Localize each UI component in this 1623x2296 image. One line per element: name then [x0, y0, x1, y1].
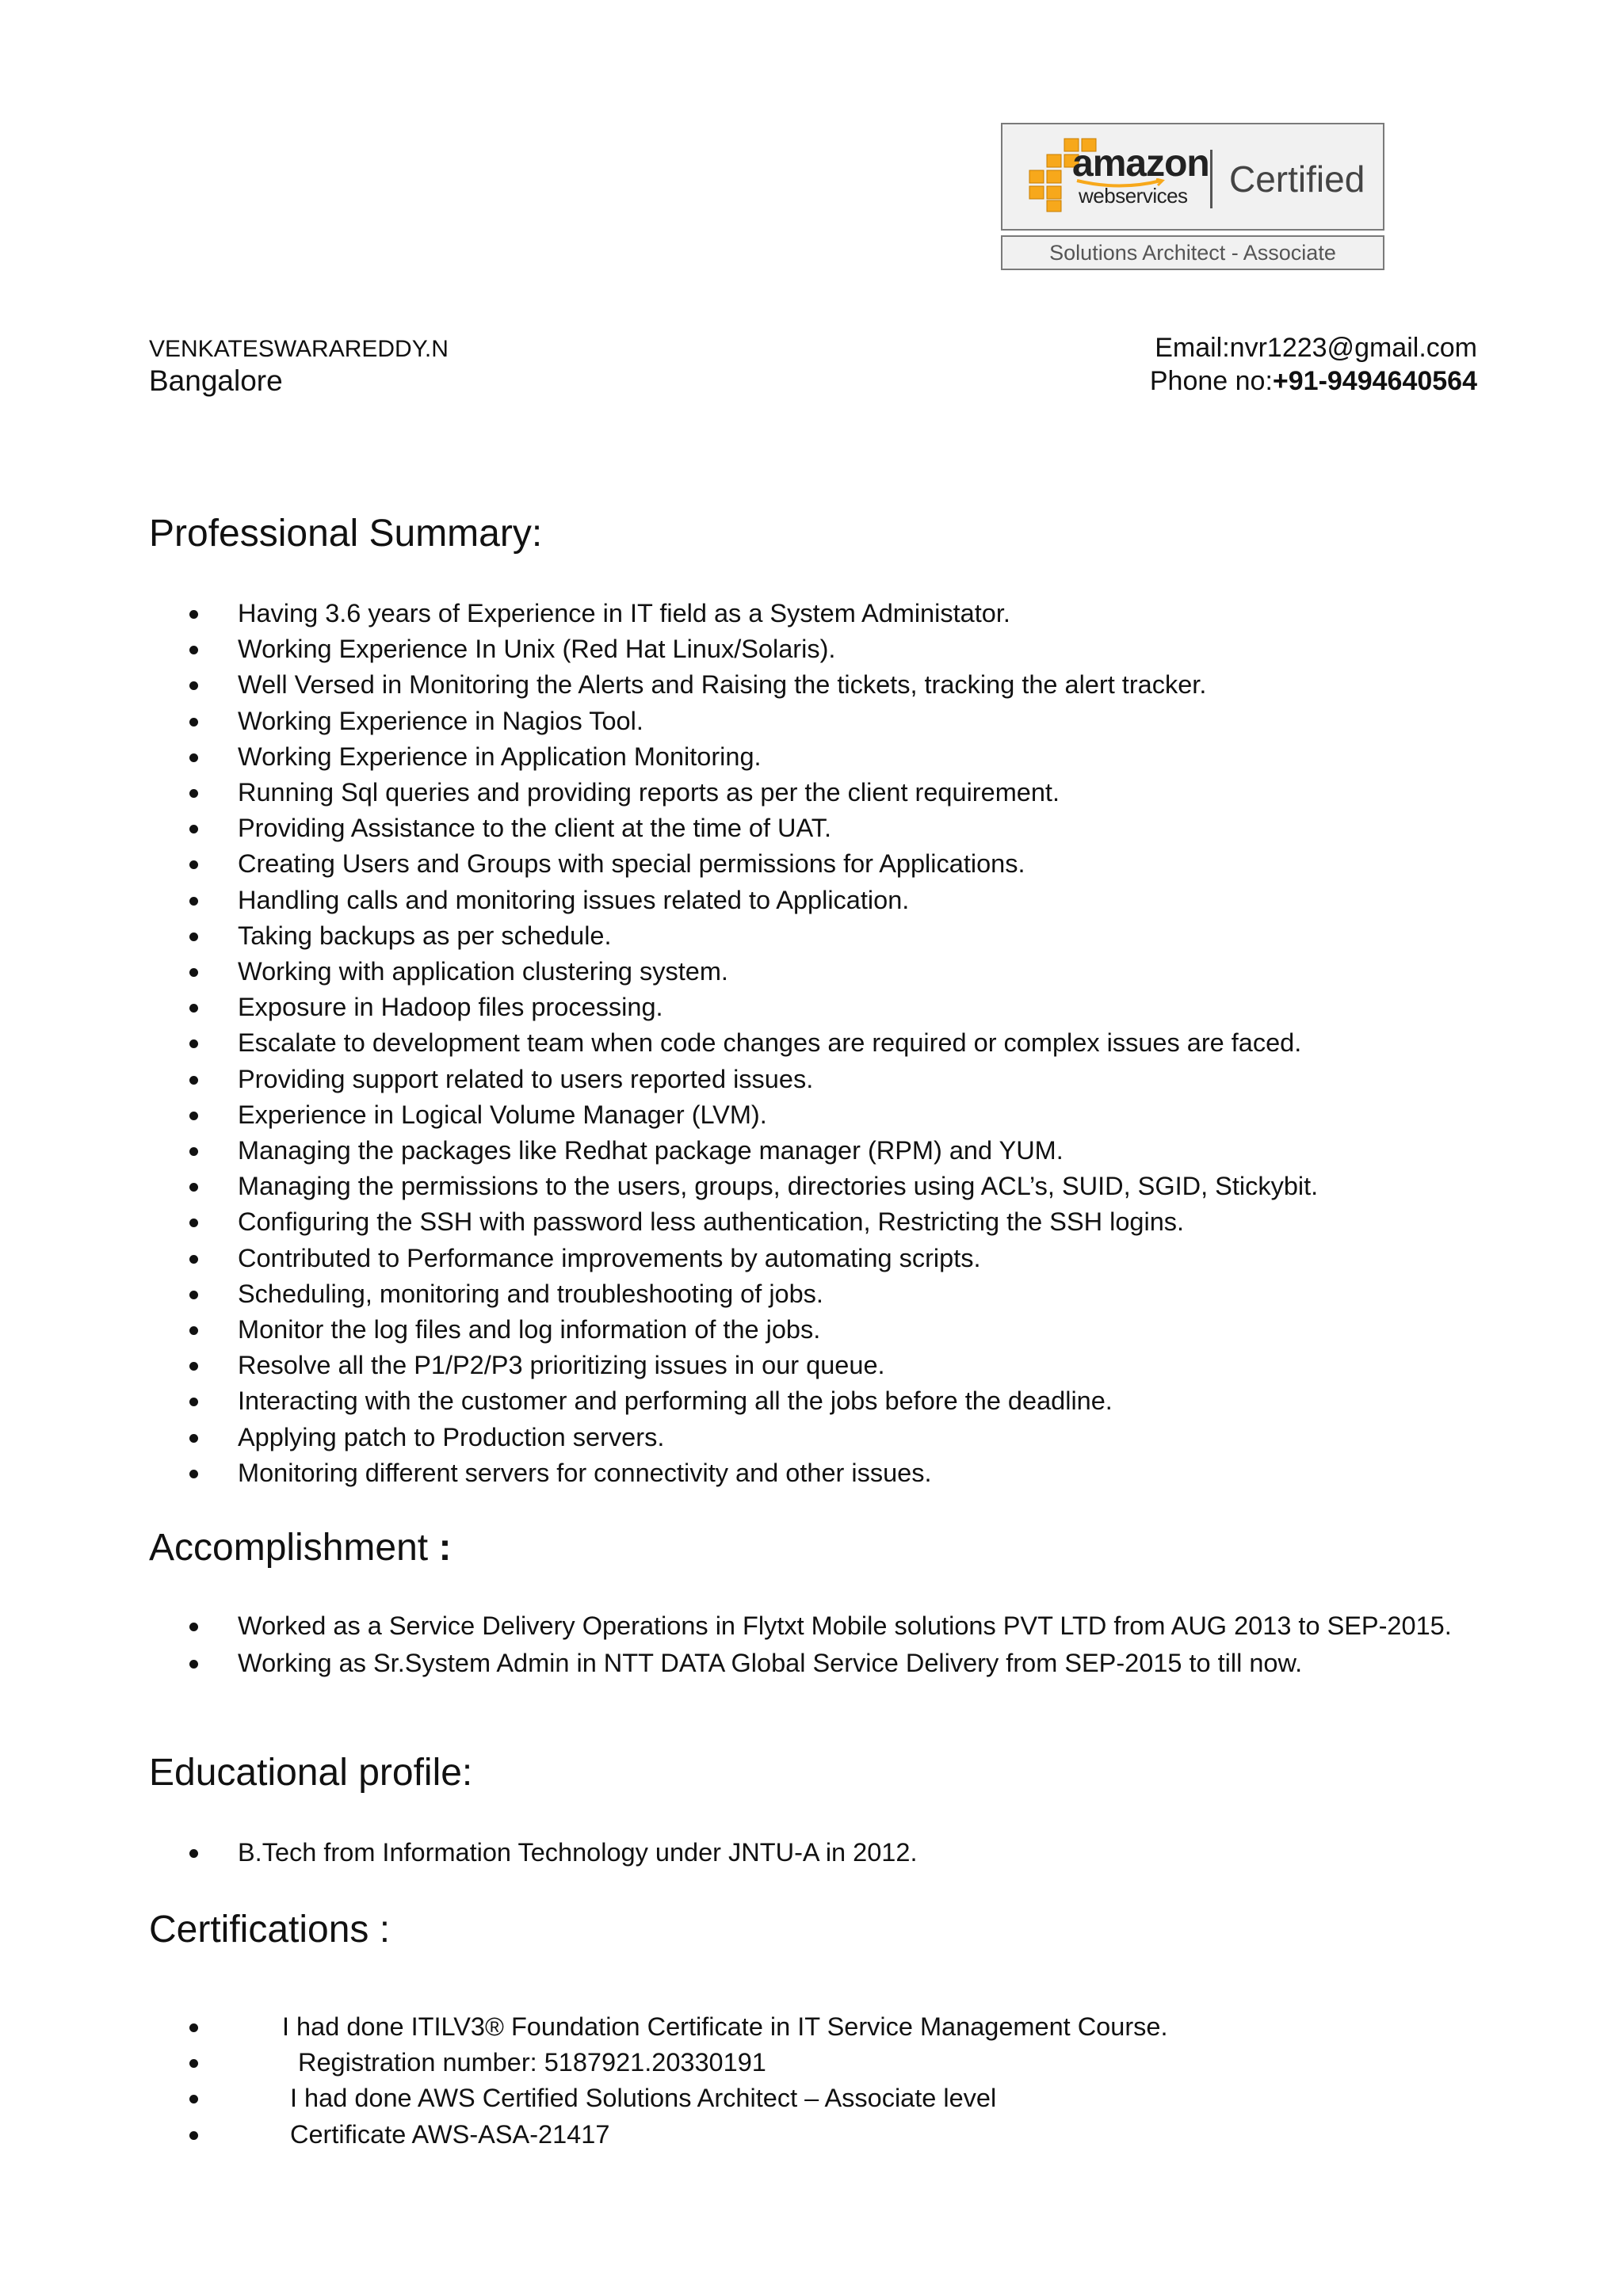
aws-brand-sub: webservices [1079, 184, 1188, 208]
list-item: Resolve all the P1/P2/P3 prioritizing issues in our queue. [149, 1348, 1480, 1383]
list-item: Exposure in Hadoop files processing. [149, 990, 1480, 1025]
candidate-phone [1150, 366, 1477, 396]
education-section [149, 1751, 1480, 1871]
section-title [149, 1526, 1480, 1570]
badge-logo-panel [1001, 123, 1384, 231]
accomplishment-section [149, 1526, 1480, 1683]
certifications-list [149, 2009, 1480, 2153]
section-title: Professional Summary: [149, 513, 543, 555]
list-item: Escalate to development team when code changes are required or complex issues are faced. [149, 1025, 1480, 1061]
candidate-email: Email:nvr1223@gmail.com [1155, 333, 1477, 363]
list-item: Applying patch to Production servers. [149, 1420, 1480, 1455]
summary-list [149, 596, 1480, 1491]
candidate-name: VENKATESWARAREDDY.N [149, 336, 449, 362]
list-item: Monitoring different servers for connectivity and other issues. [149, 1455, 1480, 1491]
aws-brand-text: amazon [1072, 143, 1209, 185]
list-item: Providing Assistance to the client at the time of UAT. [149, 810, 1480, 846]
list-item: Contributed to Performance improvements by automating scripts. [149, 1241, 1480, 1276]
aws-certified-badge [1001, 123, 1384, 270]
certifications-section [149, 1908, 1480, 2153]
list-item: Scheduling, monitoring and troubleshooting of jobs. [149, 1276, 1480, 1312]
list-item: Working Experience In Unix (Red Hat Linux/Solaris). [149, 631, 1480, 667]
list-item: B.Tech from Information Technology under JNTU-A in 2012. [149, 1835, 1480, 1871]
list-item: I had done AWS Certified Solutions Architect – Associate level [149, 2081, 1480, 2116]
list-item: Working with application clustering system. [149, 954, 1480, 990]
list-item: Worked as a Service Delivery Operations in Flytxt Mobile solutions PVT LTD from AUG 2013 to SEP-2015. [149, 1608, 1480, 1646]
candidate-city: Bangalore [149, 364, 283, 397]
phone-label: Phone no: [1149, 366, 1273, 396]
accomplishment-list [149, 1608, 1480, 1683]
badge-divider [1210, 150, 1212, 208]
phone-number: +91-9494640564 [1272, 366, 1477, 396]
list-item: Working as Sr.System Admin in NTT DATA Global Service Delivery from SEP-2015 to till now. [149, 1646, 1480, 1683]
section-title: Certifications : [149, 1909, 391, 1951]
badge-certified-text: Certified [1229, 158, 1365, 200]
list-item: Having 3.6 years of Experience in IT field as a System Administator. [149, 596, 1480, 631]
badge-level-text: Solutions Architect - Associate [1001, 235, 1384, 270]
list-item: Monitor the log files and log information of the jobs. [149, 1312, 1480, 1348]
list-item: Managing the permissions to the users, groups, directories using ACL’s, SUID, SGID, Stickybit. [149, 1169, 1480, 1204]
list-item: Managing the packages like Redhat package manager (RPM) and YUM. [149, 1133, 1480, 1169]
list-item: Working Experience in Nagios Tool. [149, 704, 1480, 739]
list-item: Certificate AWS-ASA-21417 [149, 2117, 1480, 2153]
education-list [149, 1835, 1480, 1871]
professional-summary-section [149, 512, 1480, 1491]
list-item: Interacting with the customer and performing all the jobs before the deadline. [149, 1383, 1480, 1419]
list-item: Taking backups as per schedule. [149, 918, 1480, 954]
list-item: I had done ITILV3® Foundation Certificate in IT Service Management Course. [149, 2009, 1480, 2045]
list-item: Running Sql queries and providing reports as per the client requirement. [149, 775, 1480, 810]
list-item: Handling calls and monitoring issues related to Application. [149, 883, 1480, 918]
list-item: Creating Users and Groups with special permissions for Applications. [149, 846, 1480, 882]
list-item: Working Experience in Application Monitoring. [149, 739, 1480, 775]
list-item: Providing support related to users reported issues. [149, 1062, 1480, 1097]
list-item: Experience in Logical Volume Manager (LVM). [149, 1097, 1480, 1133]
section-title: Educational profile: [149, 1752, 473, 1794]
section-title-text: Accomplishment [149, 1527, 439, 1569]
list-item: Configuring the SSH with password less authentication, Restricting the SSH logins. [149, 1204, 1480, 1240]
list-item: Well Versed in Monitoring the Alerts and Raising the tickets, tracking the alert tracker. [149, 667, 1480, 703]
list-item: Registration number: 5187921.20330191 [149, 2045, 1480, 2081]
section-title-colon: : [438, 1527, 452, 1569]
